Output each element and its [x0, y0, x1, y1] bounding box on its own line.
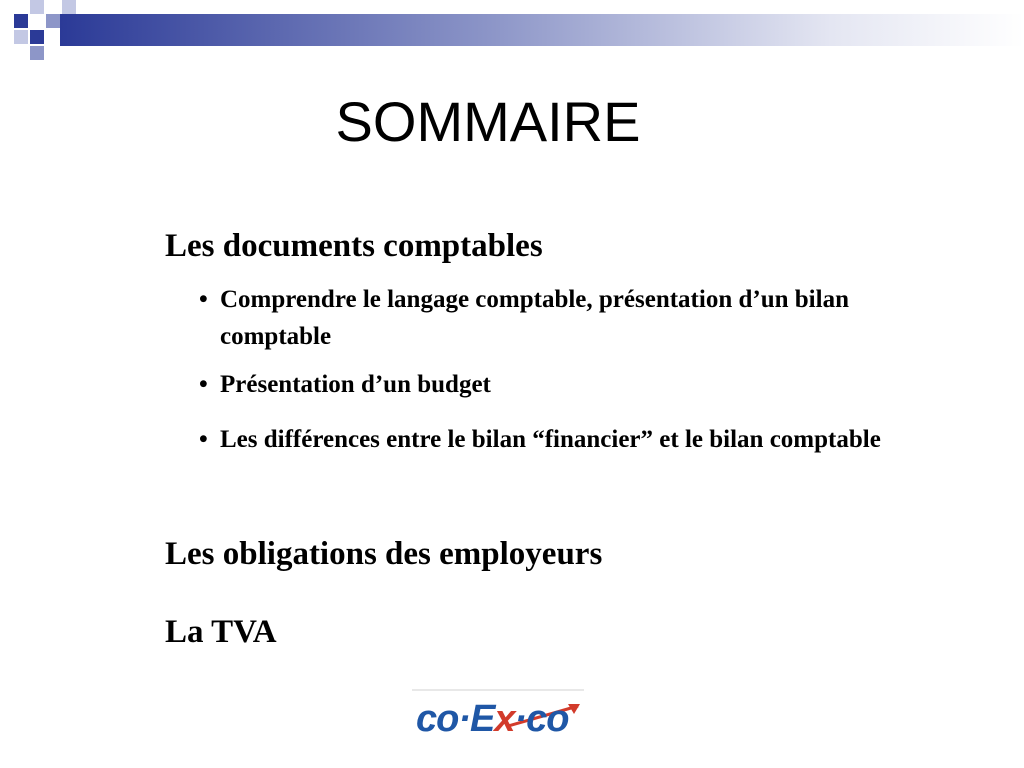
bullet-glyph: • [199, 286, 208, 313]
deco-square [62, 0, 76, 14]
logo-text-left: co·E [416, 698, 495, 740]
logo-text-right: ·co [514, 698, 569, 740]
bullet-text: Présentation d’un budget [220, 371, 491, 398]
section-heading-tva: La TVA [165, 614, 277, 650]
slide-title: SOMMAIRE [335, 90, 641, 153]
bullet-glyph: • [199, 426, 208, 453]
deco-square [46, 14, 60, 28]
bullet-item [199, 421, 919, 458]
bullet-item [199, 366, 919, 403]
bullet-item [199, 281, 919, 355]
deco-square [30, 46, 44, 60]
section-heading-documents: Les documents comptables [165, 228, 543, 264]
logo-text-x: x [494, 698, 515, 740]
deco-square [14, 14, 28, 28]
deco-square [30, 30, 44, 44]
logo-wordmark [416, 698, 569, 741]
bullet-text: Comprendre le langage comptable, présentation d’un bilan comptable [220, 286, 849, 350]
section-heading-obligations: Les obligations des employeurs [165, 536, 603, 572]
bullet-text: Les différences entre le bilan “financier” et le bilan comptable [220, 426, 881, 453]
corner-decoration [0, 0, 1024, 64]
coexco-logo [408, 686, 592, 758]
bullet-glyph: • [199, 371, 208, 398]
deco-square [14, 30, 28, 44]
deco-square [30, 0, 44, 14]
header-gradient-bar [60, 14, 1024, 46]
